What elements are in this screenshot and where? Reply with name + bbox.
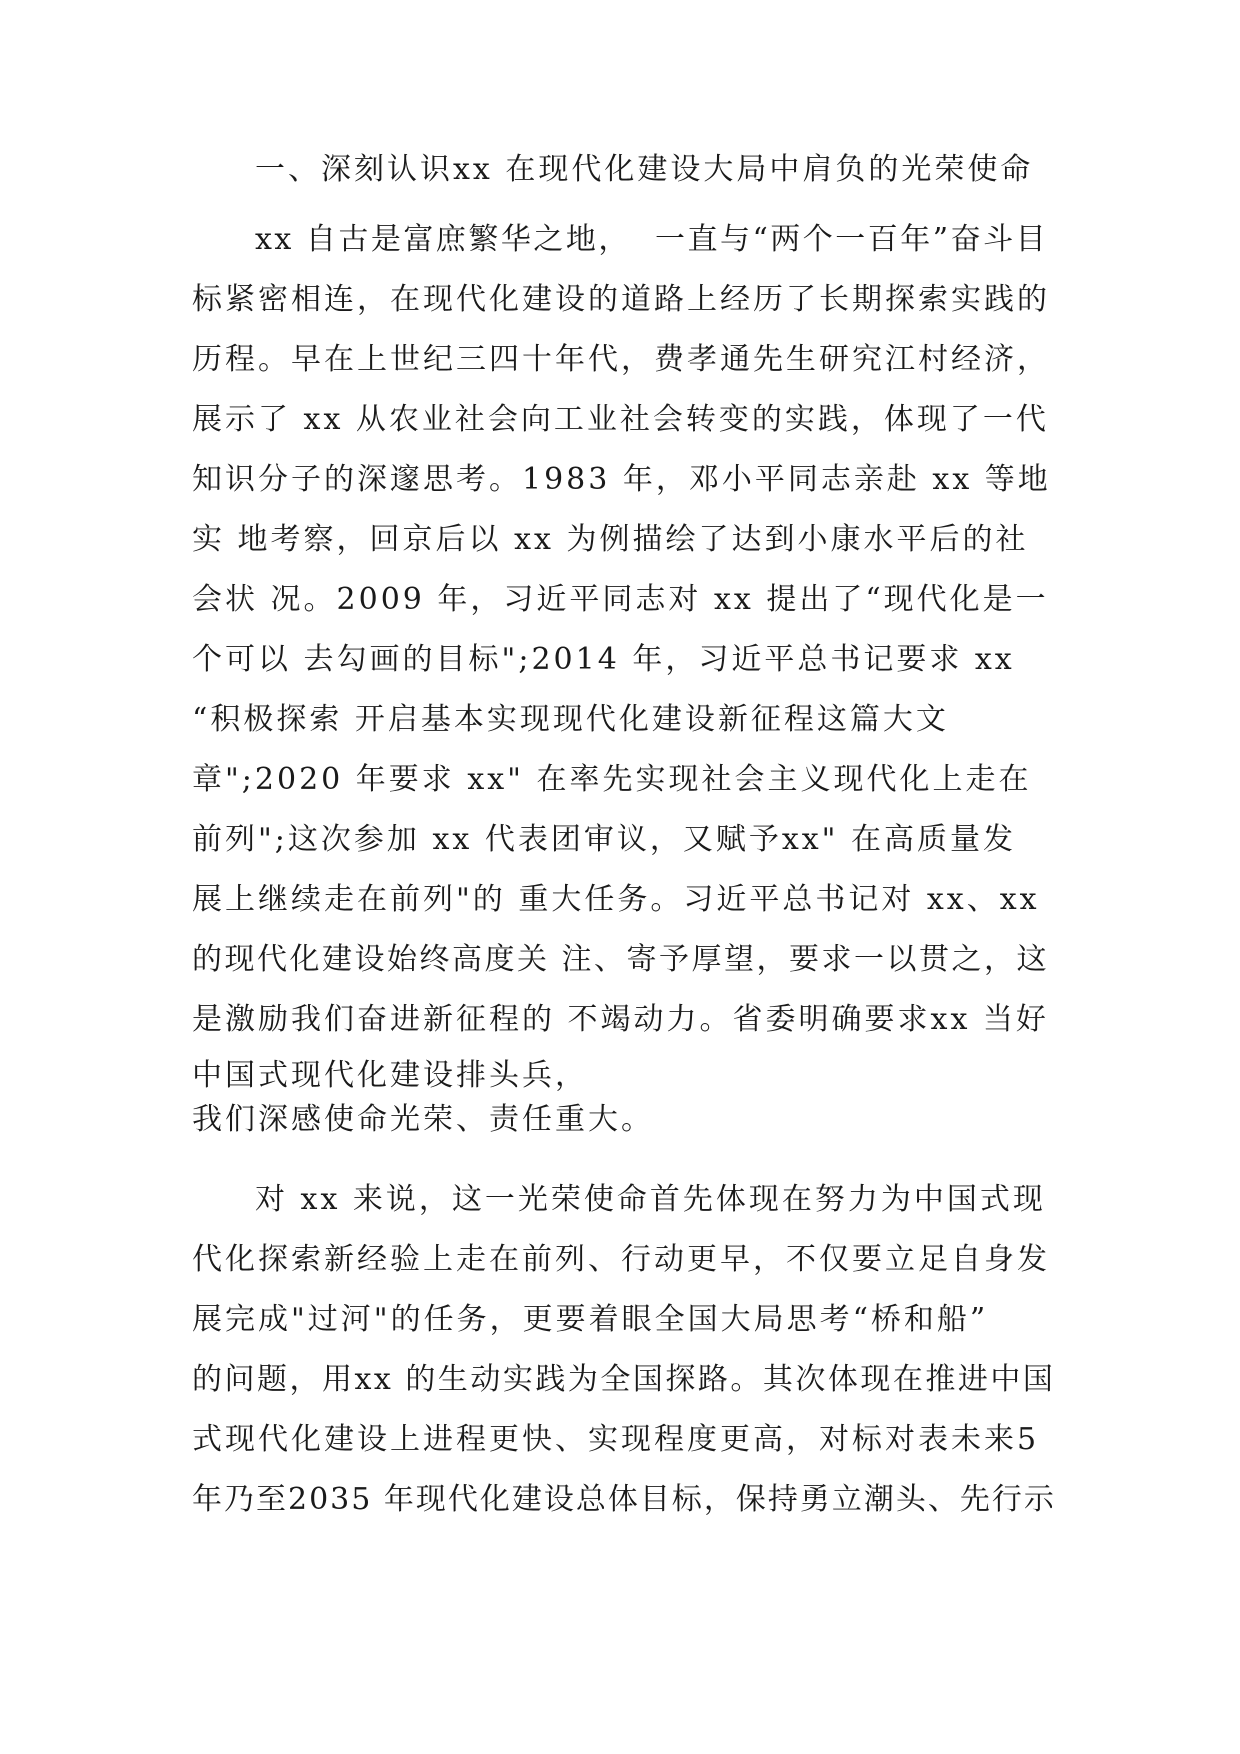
paragraph-line: 对 xx 来说，这一光荣使命首先体现在努力为中国式现 — [255, 1182, 1046, 1217]
paragraph-line: 年乃至2035 年现代化建设总体目标，保持勇立潮头、先行示 — [192, 1482, 1056, 1517]
paragraph-line: 的现代化建设始终高度关 注、寄予厚望，要求一以贯之，这 — [192, 942, 1050, 977]
section-heading: 一、深刻认识xx 在现代化建设大局中肩负的光荣使命 — [255, 152, 1034, 187]
paragraph-line: 历程。早在上世纪三四十年代，费孝通先生研究江村经济， — [192, 342, 1050, 377]
paragraph-line: 会状 况。2009 年，习近平同志对 xx 提出了“现代化是一 — [192, 582, 1049, 617]
paragraph-line: xx 自古是富庶繁华之地， 一直与“两个一百年”奋斗目 — [255, 222, 1049, 257]
paragraph-line: 是激励我们奋进新征程的 不竭动力。省委明确要求xx 当好 — [192, 1002, 1049, 1037]
paragraph-line: “积极探索 开启基本实现现代化建设新征程这篇大文 — [192, 702, 949, 737]
paragraph-line: 前列";这次参加 xx 代表团审议，又赋予xx" 在高质量发 — [192, 822, 1016, 857]
paragraph-line: 知识分子的深邃思考。1983 年，邓小平同志亲赴 xx 等地 — [192, 462, 1051, 497]
paragraph-line: 个可以 去勾画的目标";2014 年，习近平总书记要求 xx — [192, 642, 1015, 677]
paragraph-line: 标紧密相连，在现代化建设的道路上经历了长期探索实践的 — [192, 282, 1050, 317]
paragraph-line: 式现代化建设上进程更快、实现程度更高，对标对表未来5 — [192, 1422, 1040, 1457]
paragraph-line: 展上继续走在前列"的 重大任务。习近平总书记对 xx、xx — [192, 882, 1040, 917]
paragraph-line: 我们深感使命光荣、责任重大。 — [192, 1102, 654, 1137]
paragraph-line: 代化探索新经验上走在前列、行动更早，不仅要立足自身发 — [192, 1242, 1050, 1277]
paragraph-line: 展示了 xx 从农业社会向工业社会转变的实践，体现了一代 — [192, 402, 1049, 437]
paragraph-line: 实 地考察，回京后以 xx 为例描绘了达到小康水平后的社 — [192, 522, 1029, 557]
paragraph-line: 中国式现代化建设排头兵， — [192, 1058, 588, 1093]
paragraph-line: 展完成"过河"的任务，更要着眼全国大局思考“桥和船” — [192, 1302, 989, 1337]
paragraph-line: 章";2020 年要求 xx" 在率先实现社会主义现代化上走在 — [192, 762, 1032, 797]
paragraph-line: 的问题，用xx 的生动实践为全国探路。其次体现在推进中国 — [192, 1362, 1056, 1397]
